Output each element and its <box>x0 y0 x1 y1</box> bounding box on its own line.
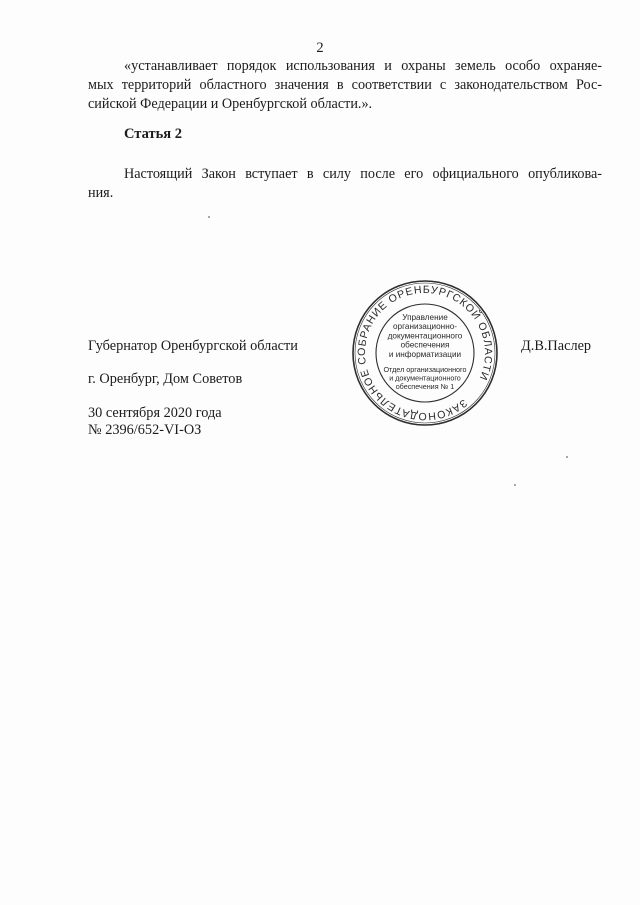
official-seal <box>350 278 500 428</box>
seal-ring-text: ЗАКОНОДАТЕЛЬНОЕ СОБРАНИЕ ОРЕНБУРГСКОЙ ОБЛАСТИ <box>355 283 495 423</box>
law-line-2: ния. <box>88 185 114 201</box>
signing-place: г. Оренбург, Дом Советов <box>88 371 243 387</box>
quote-line-1: «устанавливает порядок использования и охраны земель особо охраняе- <box>124 58 602 74</box>
scan-speck <box>208 216 210 218</box>
law-line-1: Настоящий Закон вступает в силу после его официального опубликова- <box>124 166 602 182</box>
quote-paragraph <box>88 57 602 114</box>
signing-date: 30 сентября 2020 года <box>88 405 222 421</box>
quote-line-3: сийской Федерации и Оренбургской области.». <box>88 96 373 112</box>
seal-dept-line: Отдел организационного <box>383 365 467 374</box>
signer-name: Д.В.Паслер <box>521 338 592 354</box>
article-heading: Статья 2 <box>124 126 182 142</box>
quote-line-2: мых территорий областного значения в соответствии с законодательством Рос- <box>88 77 602 93</box>
seal-inner-line: документационного <box>387 331 463 341</box>
seal-dept-line: обеспечения № 1 <box>395 381 455 391</box>
page-number: 2 <box>316 40 324 56</box>
seal-inner-line: обеспечения <box>400 340 450 350</box>
seal-inner-text <box>383 313 466 391</box>
seal-inner-line: Управление <box>402 313 448 322</box>
scan-speck <box>514 484 516 486</box>
seal-graphic <box>350 278 500 428</box>
law-number: № 2396/652-VI-ОЗ <box>88 422 202 438</box>
scan-speck <box>566 456 568 458</box>
governor-title: Губернатор Оренбургской области <box>88 338 298 354</box>
seal-dept-line: и документационного <box>389 373 461 383</box>
law-paragraph <box>88 165 602 203</box>
seal-inner-line: и информатизации <box>388 349 462 359</box>
seal-inner-line: организационно- <box>392 322 458 332</box>
